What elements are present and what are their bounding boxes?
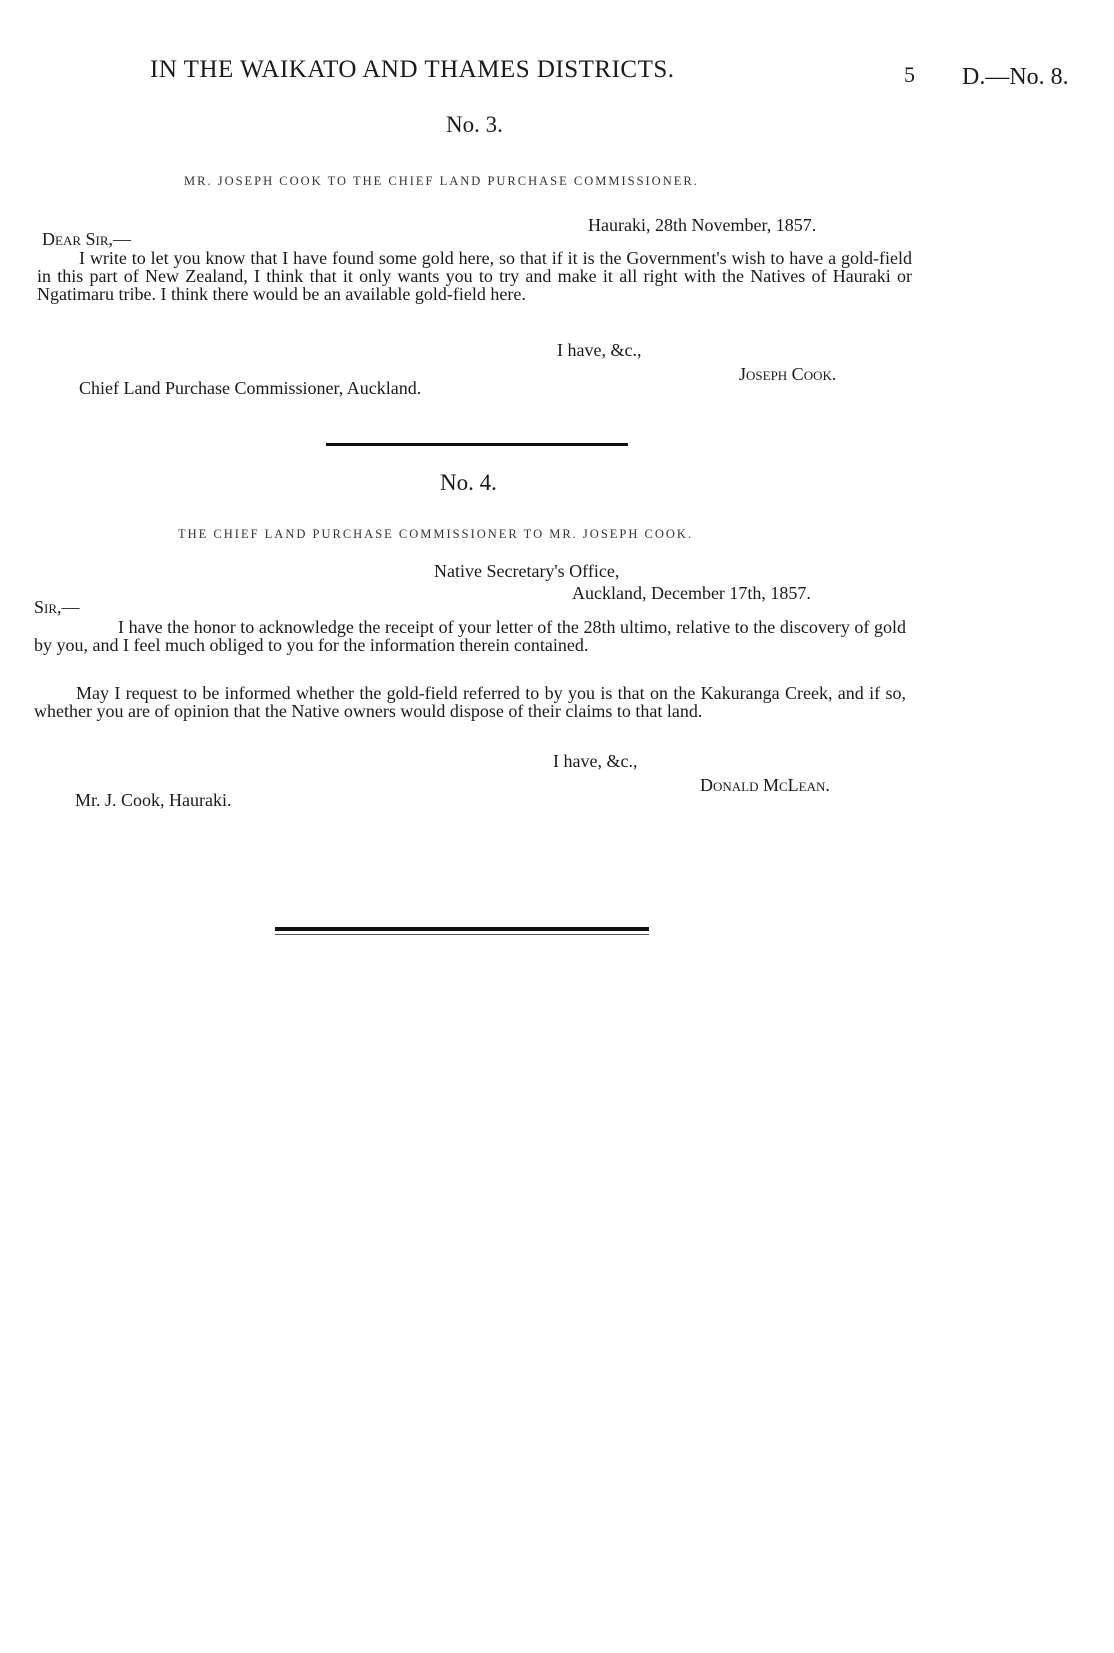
letter-addressee: Chief Land Purchase Commissioner, Auckland. — [79, 378, 422, 398]
section-divider — [326, 443, 628, 446]
letter-number: No. 4. — [440, 470, 497, 495]
letter-paragraph: May I request to be informed whether the gold-field referred to by you is that on the Kakuranga Creek, and if so, whether you are of opinion that the Native owners would dispose of their claims to that land. — [34, 683, 906, 721]
letter-caption: MR. JOSEPH COOK TO THE CHIEF LAND PURCHASE COMMISSIONER. — [184, 174, 699, 188]
letter-salutation: Dear Sir,— — [42, 229, 132, 249]
letter-place-date: Auckland, December 17th, 1857. — [572, 583, 811, 603]
letter-office: Native Secretary's Office, — [434, 561, 620, 581]
page-number: 5 — [904, 62, 915, 87]
end-divider — [275, 927, 649, 931]
letter-salutation: Sir,— — [34, 597, 80, 617]
letter-addressee: Mr. J. Cook, Hauraki. — [75, 790, 232, 810]
letter-number: No. 3. — [446, 112, 503, 137]
letter-paragraph: I write to let you know that I have found some gold here, so that if it is the Government's wish to have a gold-field in this part of New Zealand, I think that it only wants you to try and make it all right with the Natives of Hauraki or Ngatimaru tribe. I think there would be an available gold-field here. — [37, 248, 912, 304]
letter-paragraph: I have the honor to acknowledge the receipt of your letter of the 28th ultimo, relative to the discovery of gold by you, and I feel much obliged to you for the information therein contained. — [34, 617, 906, 655]
running-title: IN THE WAIKATO AND THAMES DISTRICTS. — [150, 56, 675, 83]
letter-closing: I have, &c., — [557, 340, 642, 360]
letter-signature: Joseph Cook. — [739, 364, 837, 384]
letter-place-date: Hauraki, 28th November, 1857. — [588, 215, 817, 235]
letter-signature: Donald McLean. — [700, 775, 830, 795]
letter-caption: THE CHIEF LAND PURCHASE COMMISSIONER TO MR. JOSEPH COOK. — [178, 527, 694, 541]
end-divider-thin — [275, 934, 649, 935]
document-reference: D.—No. 8. — [962, 64, 1069, 90]
letter-closing: I have, &c., — [553, 751, 638, 771]
